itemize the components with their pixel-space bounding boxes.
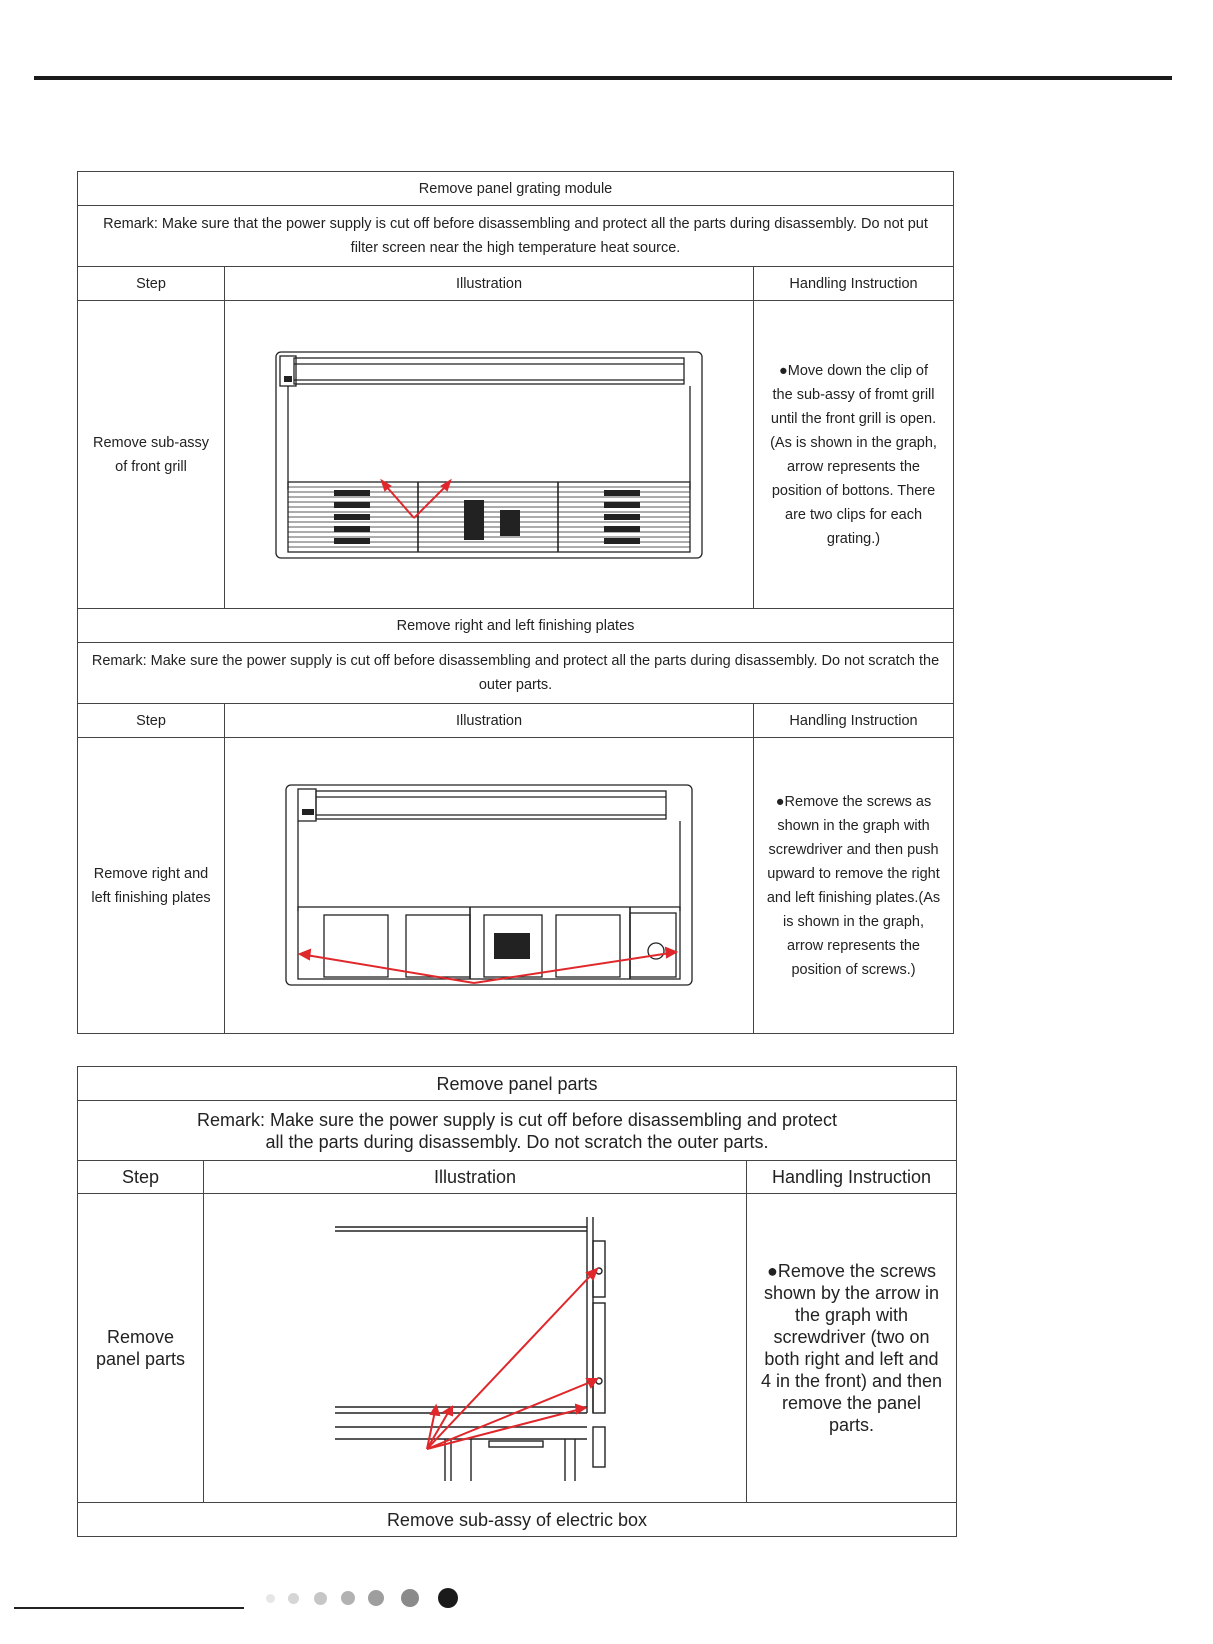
dot (438, 1588, 458, 1608)
header-rule (34, 76, 1172, 80)
dot (314, 1592, 327, 1605)
col-illustration-header: Illustration (204, 1161, 747, 1194)
step-cell: Remove panel parts (78, 1194, 204, 1503)
footer-rule (14, 1607, 244, 1609)
dot (288, 1593, 299, 1604)
dot (401, 1589, 419, 1607)
col-illustration-header: Illustration (225, 704, 754, 738)
step-cell: Remove right and left finishing plates (78, 738, 225, 1034)
dot (266, 1594, 275, 1603)
instruction-cell: ●Move down the clip of the sub-assy of fromt grill until the front grill is open. (As is shown in the graph, arrow represents the position of bottons. There are two clips for each grating.) (754, 301, 954, 609)
step-cell: Remove sub-assy of front grill (78, 301, 225, 609)
remark: Remark: Make sure that the power supply is cut off before disassembling and protect all the parts during disassembly. Do not put filter screen near the high temperature heat source. (78, 206, 954, 267)
section-title: Remove panel parts (78, 1067, 957, 1101)
illustration-cell (204, 1194, 747, 1503)
dot (341, 1591, 355, 1605)
instruction-cell: ●Remove the screws shown by the arrow in the graph with screwdriver (two on both right and left and 4 in the front) and then remove the panel parts. (747, 1194, 957, 1503)
section-title: Remove right and left finishing plates (78, 609, 954, 643)
dot (368, 1590, 384, 1606)
col-illustration-header: Illustration (225, 267, 754, 301)
instruction-cell: ●Remove the screws as shown in the graph with screwdriver and then push upward to remove the right and left finishing plates.(As is shown in the graph, arrow represents the position of screws.) (754, 738, 954, 1034)
panel-parts-illustration (335, 1213, 615, 1483)
remark: Remark: Make sure the power supply is cut off before disassembling and protect all the parts during disassembly. Do not scratch the outer parts. (78, 643, 954, 704)
section-title: Remove panel grating module (78, 172, 954, 206)
remark: Remark: Make sure the power supply is cut off before disassembling and protect all the parts during disassembly. Do not scratch the outer parts. (78, 1101, 957, 1161)
finishing-plates-illustration (284, 783, 694, 988)
col-instruction-header: Handling Instruction (747, 1161, 957, 1194)
section-title: Remove sub-assy of electric box (78, 1503, 957, 1537)
disassembly-table-1 (77, 171, 954, 1034)
front-grill-illustration (274, 350, 704, 560)
col-step-header: Step (78, 267, 225, 301)
disassembly-table-2 (77, 1066, 957, 1537)
illustration-cell (225, 738, 754, 1034)
col-instruction-header: Handling Instruction (754, 267, 954, 301)
illustration-cell (225, 301, 754, 609)
col-step-header: Step (78, 704, 225, 738)
col-step-header: Step (78, 1161, 204, 1194)
col-instruction-header: Handling Instruction (754, 704, 954, 738)
